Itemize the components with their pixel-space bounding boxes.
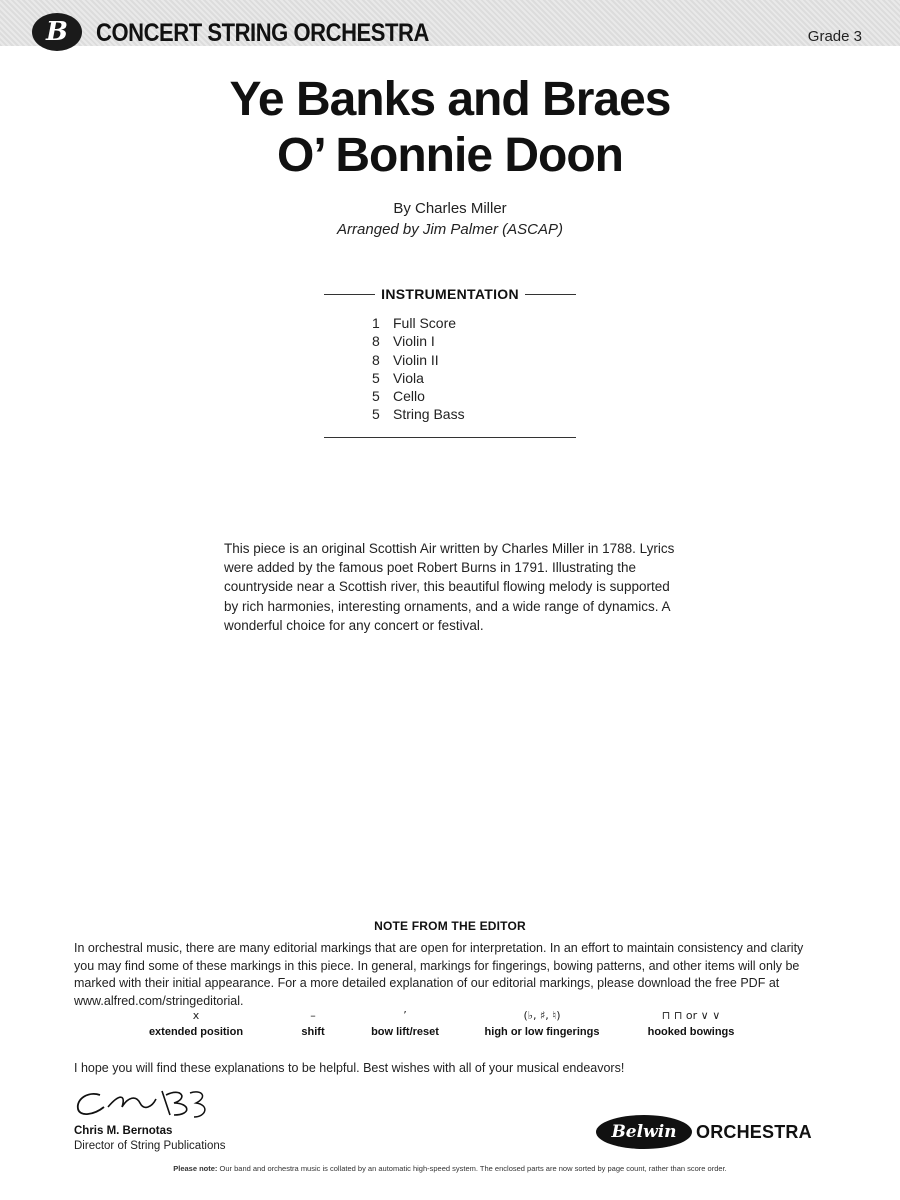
marking-label: high or low fingerings xyxy=(484,1026,600,1038)
editor-note-body: In orchestral music, there are many editorial markings that are open for interpretation. In an effort to maintain consistency and clarity you may find some of these markings in this piece. In general, markings for fingerings, bowing patterns, and other items will only be marked with their initial appearance. For a more detailed explanation of our editorial markings, please download the free PDF at www.alfred.com/stringeditorial. xyxy=(74,941,804,1008)
publisher-logo-icon xyxy=(32,13,82,51)
part-name: Full Score xyxy=(393,315,457,331)
list-item xyxy=(372,351,465,369)
part-quantity: 8 xyxy=(372,351,380,368)
signer-name: Chris M. Bernotas xyxy=(74,1125,173,1137)
marking-shift xyxy=(301,1008,324,1038)
shift-icon: – xyxy=(310,1009,316,1022)
part-quantity: 5 xyxy=(372,406,380,423)
marking-label: extended position xyxy=(148,1026,244,1038)
bowing-marks-icon: ⊓ ⊓ or ∨ ∨ xyxy=(661,1009,721,1022)
closing-remark: I hope you will find these explanations to be helpful. Best wishes with all of your musical endeavors! xyxy=(74,1061,625,1075)
belwin-logo-icon xyxy=(596,1115,692,1149)
title-line-2: O’ Bonnie Doon xyxy=(277,129,623,182)
part-quantity: 1 xyxy=(372,315,380,331)
part-name: Viola xyxy=(393,369,424,386)
signature-stroke-b xyxy=(162,1091,187,1115)
signature-stroke-c xyxy=(78,1094,104,1114)
footer-note xyxy=(0,1164,900,1173)
list-item xyxy=(372,314,465,332)
part-quantity: 5 xyxy=(372,388,380,405)
signature-image xyxy=(70,1085,220,1121)
editor-note-heading: NOTE FROM THE EDITOR xyxy=(374,919,526,933)
editorial-markings xyxy=(0,1008,900,1044)
part-name: String Bass xyxy=(393,406,465,423)
part-name: Violin II xyxy=(393,351,439,368)
footer-label: Please note: xyxy=(173,1164,218,1173)
part-name: Cello xyxy=(393,388,425,405)
fingering-accidentals-icon: (♭, ♯, ♮) xyxy=(523,1009,561,1022)
list-item xyxy=(372,369,465,387)
heading-rule-right xyxy=(525,294,576,295)
publisher-mark xyxy=(596,1112,812,1152)
list-item xyxy=(372,405,465,423)
marking-label: hooked bowings xyxy=(647,1026,735,1038)
marking-label: shift xyxy=(301,1026,325,1038)
signature-stroke-mid xyxy=(108,1097,156,1107)
marking-bow-lift xyxy=(371,1008,439,1038)
list-item xyxy=(372,332,465,350)
publisher-badge-text: Belwin xyxy=(611,1122,677,1142)
logo-letter: B xyxy=(46,17,68,47)
marking-high-low-fingerings xyxy=(485,1008,600,1038)
signer-title: Director of String Publications xyxy=(74,1140,226,1152)
marking-label: bow lift/reset xyxy=(371,1026,439,1038)
heading-rule-left xyxy=(324,294,375,295)
list-item xyxy=(372,387,465,405)
part-name: Violin I xyxy=(393,333,435,350)
piece-description: This piece is an original Scottish Air written by Charles Miller in 1788. Lyrics were added by the famous poet Robert Burns in 1791. Illustrating the countryside near a Scottish river, this beautiful flowing melody is supported by rich harmonies, interesting ornaments, and a wide range of dynamics. A wonderful choice for any concert or festival. xyxy=(224,541,675,633)
arranger-credit: Arranged by Jim Palmer (ASCAP) xyxy=(337,221,563,238)
instrumentation-bottom-rule xyxy=(324,437,576,438)
composer-credit: By Charles Miller xyxy=(393,200,507,217)
instrumentation-list xyxy=(372,314,465,424)
publisher-name: ORCHESTRA xyxy=(696,1121,812,1142)
marking-extended-position xyxy=(149,1008,243,1038)
instrumentation-heading xyxy=(324,285,576,303)
series-name: CONCERT STRING ORCHESTRA xyxy=(96,19,429,47)
title-line-1: Ye Banks and Braes xyxy=(229,73,671,126)
instrumentation-label: INSTRUMENTATION xyxy=(381,286,519,302)
bow-lift-icon: ’ xyxy=(403,1009,407,1022)
part-quantity: 8 xyxy=(372,333,380,350)
grade-label: Grade 3 xyxy=(807,28,862,45)
footer-text: Our band and orchestra music is collated by an automatic high-speed system. The enclosed parts are now sorted by page count, rather than score order. xyxy=(219,1164,727,1173)
extended-position-icon: x xyxy=(192,1009,200,1022)
part-quantity: 5 xyxy=(372,369,380,386)
marking-hooked-bowings xyxy=(648,1008,735,1038)
signature-stroke-end xyxy=(190,1092,205,1117)
